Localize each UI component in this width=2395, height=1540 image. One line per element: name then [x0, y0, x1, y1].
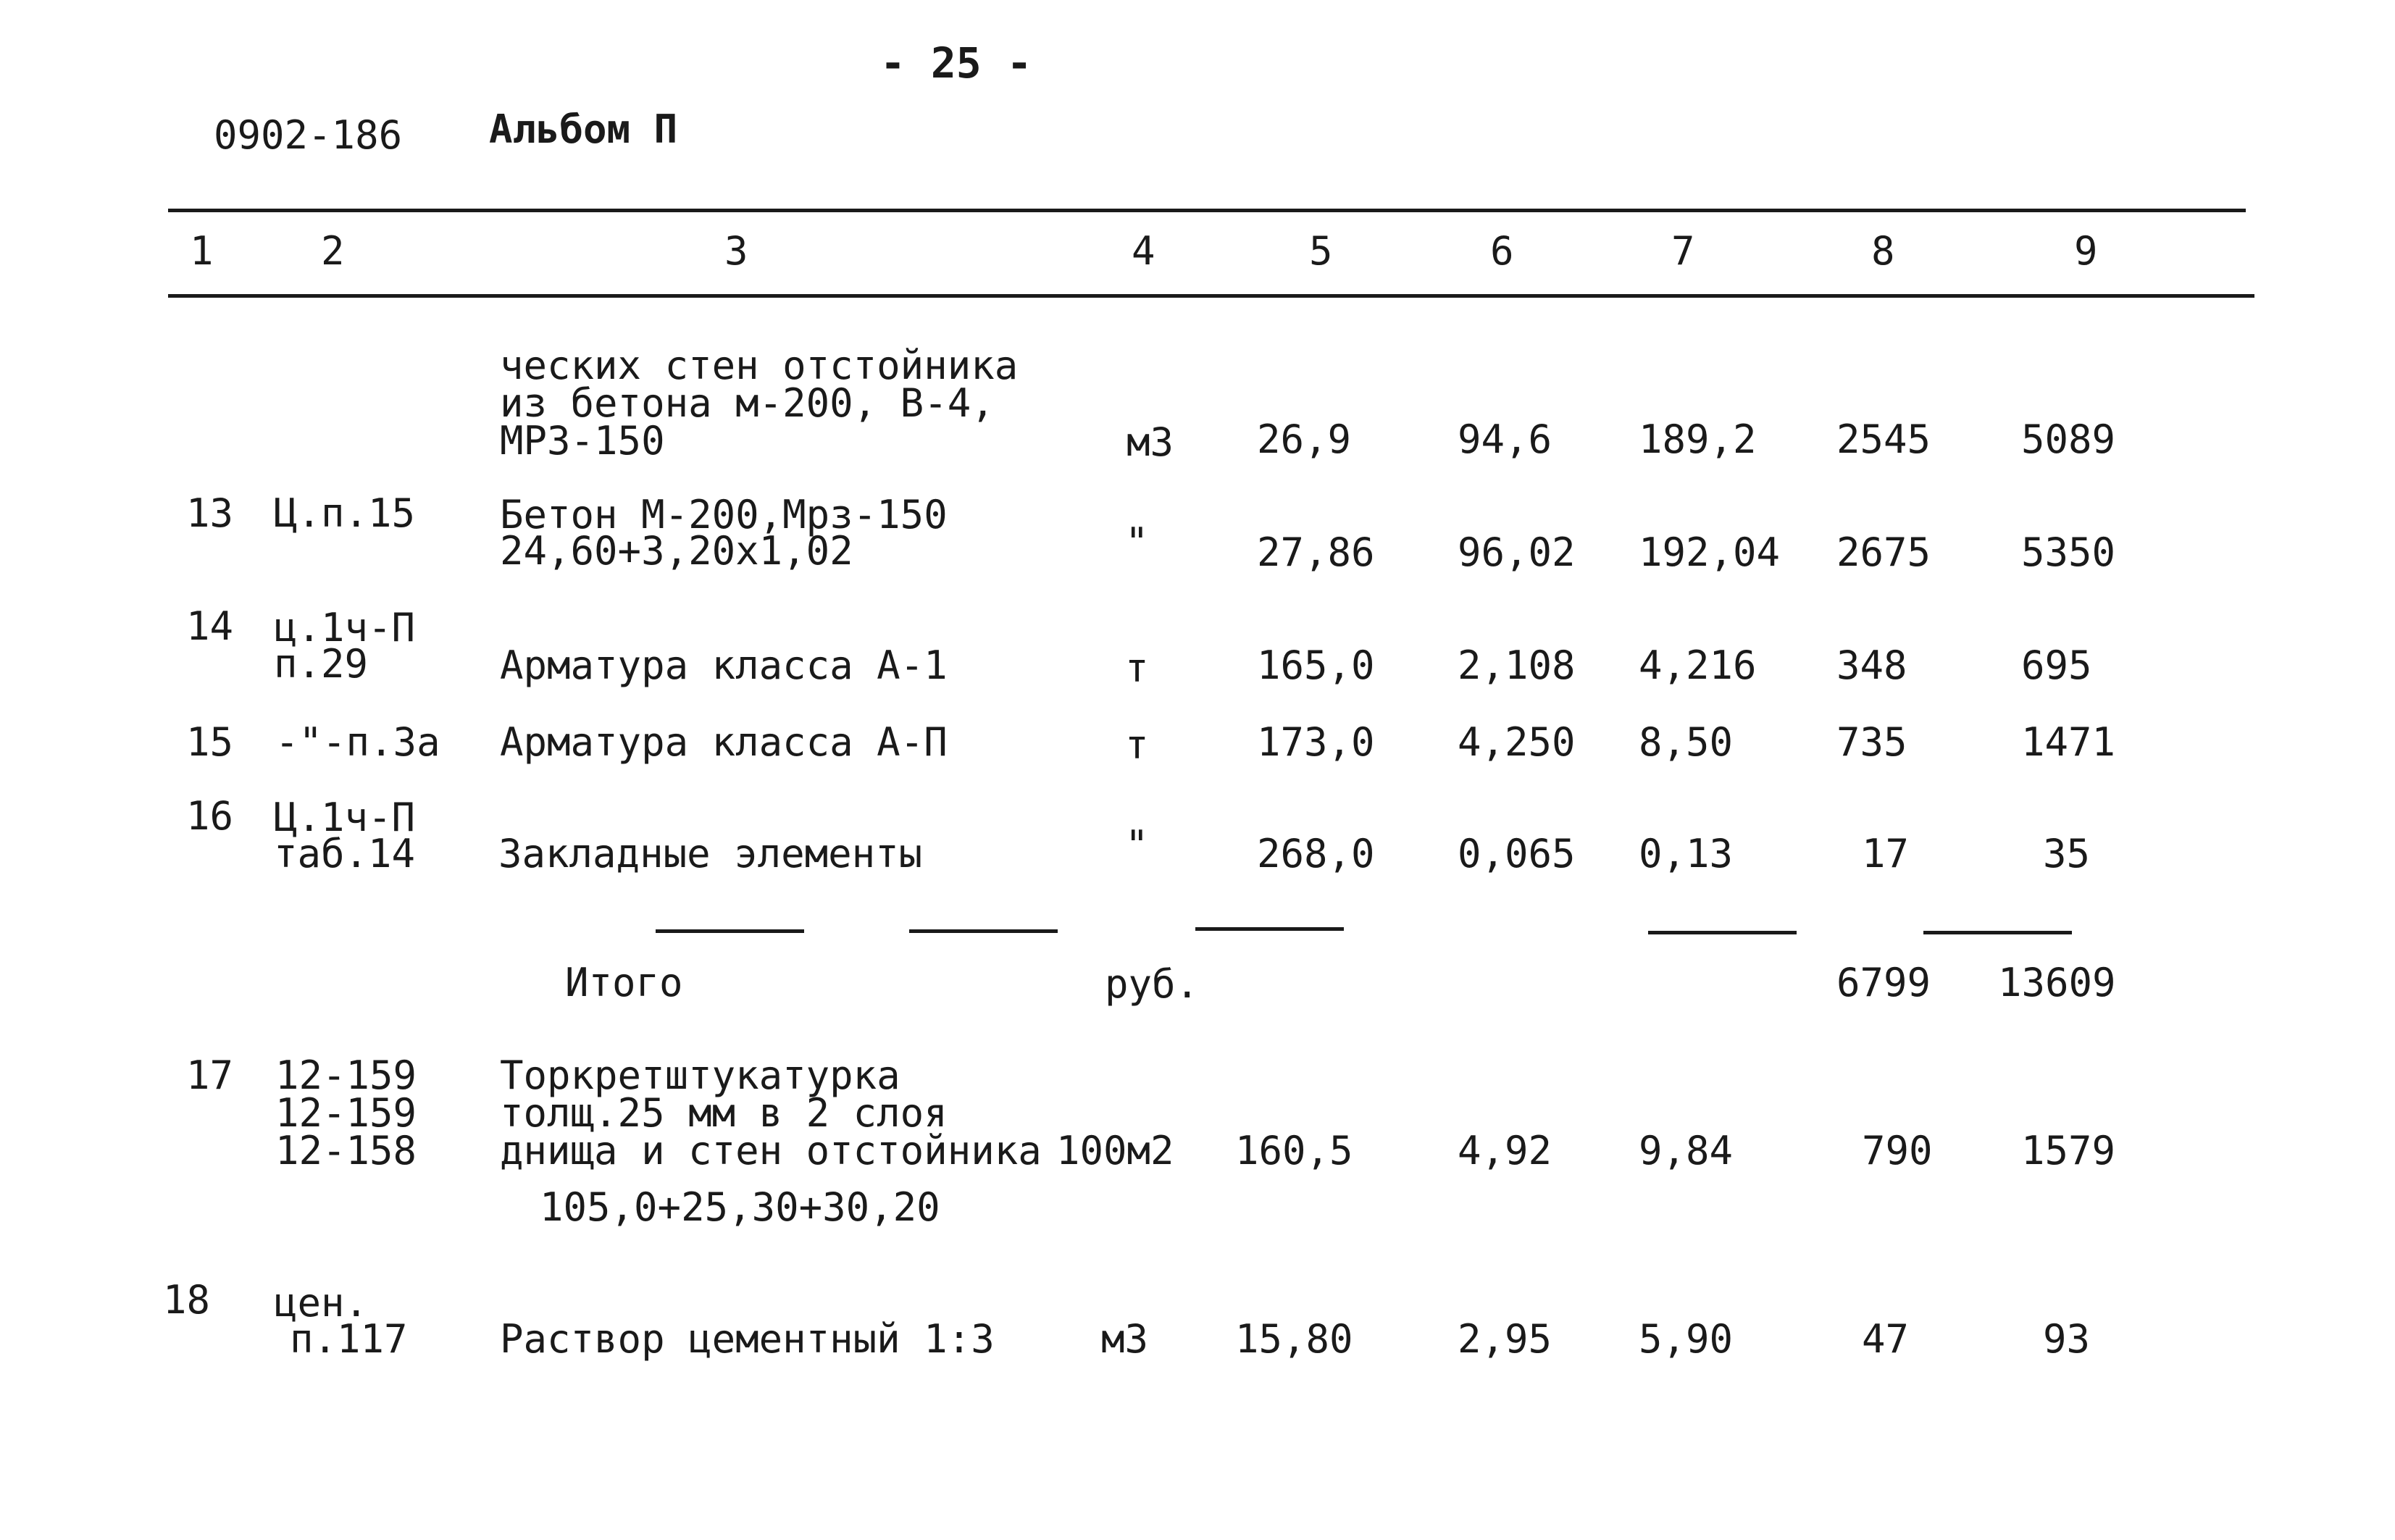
column-header-7: 7 [1671, 228, 1695, 274]
subtotal-label: Итого [565, 960, 683, 1005]
subtotal-dash [656, 929, 804, 933]
row-col6: 4,92 [1458, 1128, 1552, 1173]
row-col7: 9,84 [1639, 1128, 1734, 1173]
row-col7: 5,90 [1639, 1316, 1734, 1362]
row-col8: 790 [1862, 1128, 1933, 1173]
row-unit: т [1125, 722, 1149, 768]
row-number: 16 [186, 793, 234, 839]
row-col8: 2675 [1836, 530, 1931, 575]
row-col8: 348 [1836, 643, 1907, 688]
row-unit: м3 [1101, 1316, 1149, 1362]
row-col7: 0,13 [1639, 831, 1734, 876]
row-col6: 0,065 [1458, 831, 1576, 876]
subtotal-unit: руб. [1105, 961, 1200, 1007]
subtotal-dash [909, 929, 1058, 933]
subtotal-dash [1195, 927, 1344, 931]
row-reference: 12-159 [275, 1053, 417, 1098]
row-col9: 1471 [2021, 719, 2116, 765]
row-reference: таб.14 [274, 831, 416, 876]
row-description-line: Бетон М-200,Мрз-150 [500, 492, 948, 537]
row-description-line: из бетона м-200, В-4, [500, 380, 995, 426]
row-reference: -"-п.3а [275, 719, 440, 765]
subtotal-col9: 13609 [1998, 960, 2116, 1005]
row-col7: 8,50 [1639, 719, 1734, 765]
column-header-6: 6 [1490, 228, 1514, 274]
row-reference: ц.1ч-П [274, 605, 416, 650]
row-col7: 4,216 [1639, 643, 1757, 688]
row-number: 17 [186, 1053, 234, 1098]
row-quantity: 15,80 [1235, 1316, 1353, 1362]
row-quantity: 160,5 [1235, 1128, 1353, 1173]
row-col6: 2,95 [1458, 1316, 1552, 1362]
row-number: 18 [163, 1277, 211, 1323]
row-col7: 192,04 [1639, 530, 1781, 575]
row-unit: м3 [1127, 419, 1174, 465]
row-col8: 2545 [1836, 417, 1931, 462]
document-code: 0902-186 [214, 112, 403, 158]
row-unit: " [1125, 519, 1149, 565]
row-quantity: 27,86 [1257, 530, 1375, 575]
row-reference: 12-158 [275, 1128, 417, 1173]
row-col9: 5350 [2021, 530, 2116, 575]
row-quantity: 173,0 [1257, 719, 1375, 765]
row-col9: 35 [2043, 831, 2091, 876]
row-reference: Ц.п.15 [274, 490, 416, 536]
table-header-rule [168, 294, 2254, 298]
row-description-line: МРЗ-150 [500, 418, 665, 464]
row-unit: т [1125, 645, 1149, 691]
row-description-line: 105,0+25,30+30,20 [540, 1184, 940, 1230]
row-description-line: Закладные элементы [498, 831, 923, 876]
row-description-line: днища и стен отстойника [500, 1128, 1042, 1173]
subtotal-dash [1648, 931, 1797, 934]
row-col7: 189,2 [1639, 417, 1757, 462]
row-col9: 93 [2043, 1316, 2091, 1362]
column-header-1: 1 [190, 228, 214, 274]
row-col8: 735 [1836, 719, 1907, 765]
row-col8: 47 [1862, 1316, 1910, 1362]
row-quantity: 26,9 [1257, 417, 1352, 462]
row-description-line: Арматура класса А-П [500, 719, 948, 765]
row-unit: 100м2 [1056, 1128, 1174, 1173]
column-header-5: 5 [1309, 228, 1333, 274]
row-col6: 2,108 [1458, 643, 1576, 688]
row-description-line: ческих стен отстойника [500, 343, 1019, 388]
row-col8: 17 [1862, 831, 1910, 876]
subtotal-col8: 6799 [1836, 960, 1931, 1005]
row-reference: Ц.1ч-П [274, 795, 416, 840]
row-number: 15 [186, 719, 234, 765]
row-reference: п.117 [290, 1316, 408, 1362]
row-col6: 94,6 [1458, 417, 1552, 462]
row-number: 14 [186, 603, 234, 649]
row-reference: цен. [274, 1280, 369, 1326]
row-reference: 12-159 [275, 1090, 417, 1136]
column-header-9: 9 [2074, 228, 2098, 274]
page-number: - 25 - [880, 38, 1032, 88]
subtotal-dash [1923, 931, 2072, 934]
row-description-line: Раствор цементный 1:3 [500, 1316, 995, 1362]
row-number: 13 [186, 490, 234, 536]
row-description-line: 24,60+3,20х1,02 [500, 528, 853, 574]
row-description-line: Торкретштукатурка [500, 1053, 900, 1098]
row-col9: 5089 [2021, 417, 2116, 462]
row-col9: 695 [2021, 643, 2092, 688]
row-col6: 4,250 [1458, 719, 1576, 765]
row-quantity: 165,0 [1257, 643, 1375, 688]
row-description-line: толщ.25 мм в 2 слоя [500, 1090, 948, 1136]
column-header-2: 2 [321, 228, 345, 274]
column-header-4: 4 [1132, 228, 1155, 274]
column-header-8: 8 [1871, 228, 1895, 274]
row-reference: п.29 [274, 641, 369, 687]
row-quantity: 268,0 [1257, 831, 1375, 876]
table-top-rule [168, 209, 2246, 212]
row-unit: " [1125, 822, 1149, 868]
row-col6: 96,02 [1458, 530, 1576, 575]
column-header-3: 3 [724, 228, 748, 274]
album-title: Альбом П [489, 106, 678, 152]
row-description-line: Арматура класса А-1 [500, 643, 948, 688]
row-col9: 1579 [2021, 1128, 2116, 1173]
